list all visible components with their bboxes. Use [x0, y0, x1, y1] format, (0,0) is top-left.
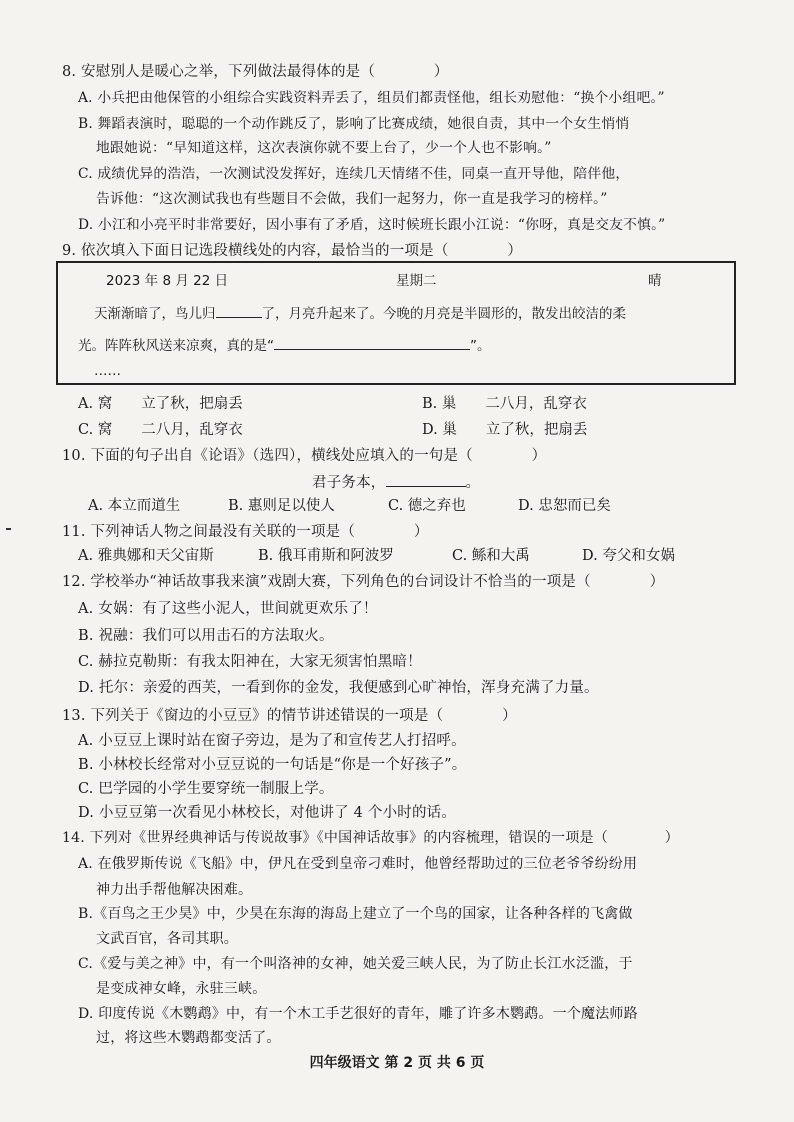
diary-line-2-end: ”。 [470, 338, 491, 354]
q12-option-d: D. 托尔：亲爱的西芙，一看到你的金发，我便感到心旷神怡，浑身充满了力量。 [78, 680, 599, 696]
q14-option-d: D. 印度传说《木鹦鹉》中，有一个木工手艺很好的青年，雕了许多木鹦鹉。一个魔法师路 [78, 1006, 638, 1022]
q12-stem: 12. 学校举办“神话故事我来演”戏剧大赛，下列角色的台词设计不恰当的一项是（ ） [62, 574, 665, 590]
q11-option-c: C. 鲧和大禹 [452, 548, 530, 564]
q14-option-a: A. 在俄罗斯传说《飞船》中，伊凡在受到皇帝刁难时，他曾经帮助过的三位老爷爷纷纷用 [78, 856, 638, 872]
q9-option-b: B. 巢 二八月，乱穿衣 [422, 396, 587, 412]
q8-option-d: D. 小江和小亮平时非常要好，因小事有了矛盾，这时候班长跟小江说：“你呀，真是交友不慎。” [78, 217, 666, 233]
q13-option-a: A. 小豆豆上课时站在窗子旁边，是为了和宣传艺人打招呼。 [78, 733, 466, 749]
q10-stem: 10. 下面的句子出自《论语》（选四），横线处应填入的一句是（ ） [62, 448, 547, 464]
q9-stem: 9. 依次填入下面日记选段横线处的内容，最恰当的一项是（ ） [62, 243, 523, 259]
q8-stem: 8. 安慰别人是暖心之举，下列做法最得体的是（ ） [62, 64, 449, 80]
diary-blank-2[interactable] [274, 335, 470, 350]
diary-weather: 晴 [648, 273, 662, 289]
q10-option-a: A. 本立而道生 [88, 498, 181, 514]
q12-option-c: C. 赫拉克勒斯：有我太阳神在，大家无须害怕黑暗！ [78, 654, 422, 670]
diary-ellipsis: …… [94, 363, 121, 379]
diary-line-1 [94, 303, 626, 324]
diary-date: 2023 年 8 月 22 日 [106, 273, 229, 289]
q14-stem: 14. 下列对《世界经典神话与传说故事》《中国神话故事》的内容梳理，错误的一项是（ ） [62, 830, 679, 846]
margin-tick [6, 528, 11, 530]
q12-option-b: B. 祝融：我们可以用击石的方法取火。 [78, 628, 334, 644]
q10-option-d: D. 忠恕而已矣 [518, 498, 611, 514]
q11-option-d: D. 夸父和女娲 [582, 548, 675, 564]
q8-option-c-cont: 告诉他：“这次测试我也有些题目不会做，我们一起努力，你一直是我学习的榜样。” [96, 191, 608, 207]
q12-option-a: A. 女娲：有了这些小泥人，世间就更欢乐了！ [78, 601, 378, 617]
q9-option-a: A. 窝 立了秋，把扇丢 [78, 396, 243, 412]
q13-option-c: C. 巴学园的小学生要穿统一制服上学。 [78, 781, 334, 797]
q8-option-b-cont: 地跟她说：“早知道这样，这次表演你就不要上台了，少一个人也不影响。” [96, 140, 552, 156]
q10-quote-end: 。 [465, 475, 481, 491]
page-footer: 四年级语文 第 2 页 共 6 页 [309, 1055, 485, 1071]
q14-option-a-cont: 神力出手帮他解决困难。 [96, 882, 253, 898]
diary-excerpt-box [56, 261, 736, 385]
q10-quote-text: 君子务本， [312, 475, 386, 491]
q14-option-b-cont: 文武百官，各司其职。 [96, 931, 238, 947]
diary-blank-1[interactable] [216, 303, 262, 318]
diary-line-2 [78, 335, 491, 356]
diary-weekday: 星期二 [396, 273, 437, 289]
diary-line-2-start: 光。阵阵秋风送来凉爽，真的是“ [78, 338, 274, 354]
q9-option-d: D. 巢 立了秋，把扇丢 [422, 422, 588, 438]
q8-option-b: B. 舞蹈表演时，聪聪的一个动作跳反了，影响了比赛成绩，她很自责，其中一个女生悄悄 [78, 116, 630, 132]
q10-option-c: C. 德之弃也 [388, 498, 466, 514]
q10-option-b: B. 惠则足以使人 [228, 498, 335, 514]
q14-option-c-cont: 是变成神女峰，永驻三峡。 [96, 981, 267, 997]
q14-option-b: B.《百鸟之王少昊》中，少昊在东海的海岛上建立了一个鸟的国家，让各种各样的飞禽做 [78, 906, 633, 922]
q10-blank[interactable] [386, 472, 466, 487]
q13-option-d: D. 小豆豆第一次看见小林校长，对他讲了 4 个小时的话。 [78, 805, 457, 821]
q9-option-c: C. 窝 二八月，乱穿衣 [78, 422, 243, 438]
q14-option-c: C.《爱与美之神》中，有一个叫洛神的女神，她关爱三峡人民，为了防止长江水泛滥，于 [78, 956, 633, 972]
q10-quote [312, 472, 480, 493]
q14-option-d-cont: 过，将这些木鹦鹉都变活了。 [96, 1030, 281, 1046]
diary-line-1-end: 了，月亮升起来了。今晚的月亮是半圆形的，散发出皎洁的柔 [261, 306, 626, 322]
q8-option-c: C. 成绩优异的浩浩，一次测试没发挥好，连续几天情绪不佳，同桌一直开导他，陪伴他， [78, 166, 630, 182]
q13-stem: 13. 下列关于《窗边的小豆豆》的情节讲述错误的一项是（ ） [62, 708, 517, 724]
diary-line-1-start: 天渐渐暗了，鸟儿归 [94, 306, 216, 322]
q13-option-b: B. 小林校长经常对小豆豆说的一句话是“你是一个好孩子”。 [78, 757, 467, 773]
q11-option-a: A. 雅典娜和天父宙斯 [78, 548, 214, 564]
q11-option-b: B. 俄耳甫斯和阿波罗 [258, 548, 394, 564]
q11-stem: 11. 下列神话人物之间最没有关联的一项是（ ） [62, 524, 429, 540]
q8-option-a: A. 小兵把由他保管的小组综合实践资料弄丢了，组员们都责怪他，组长劝慰他：“换个小组吧。” [78, 90, 665, 106]
